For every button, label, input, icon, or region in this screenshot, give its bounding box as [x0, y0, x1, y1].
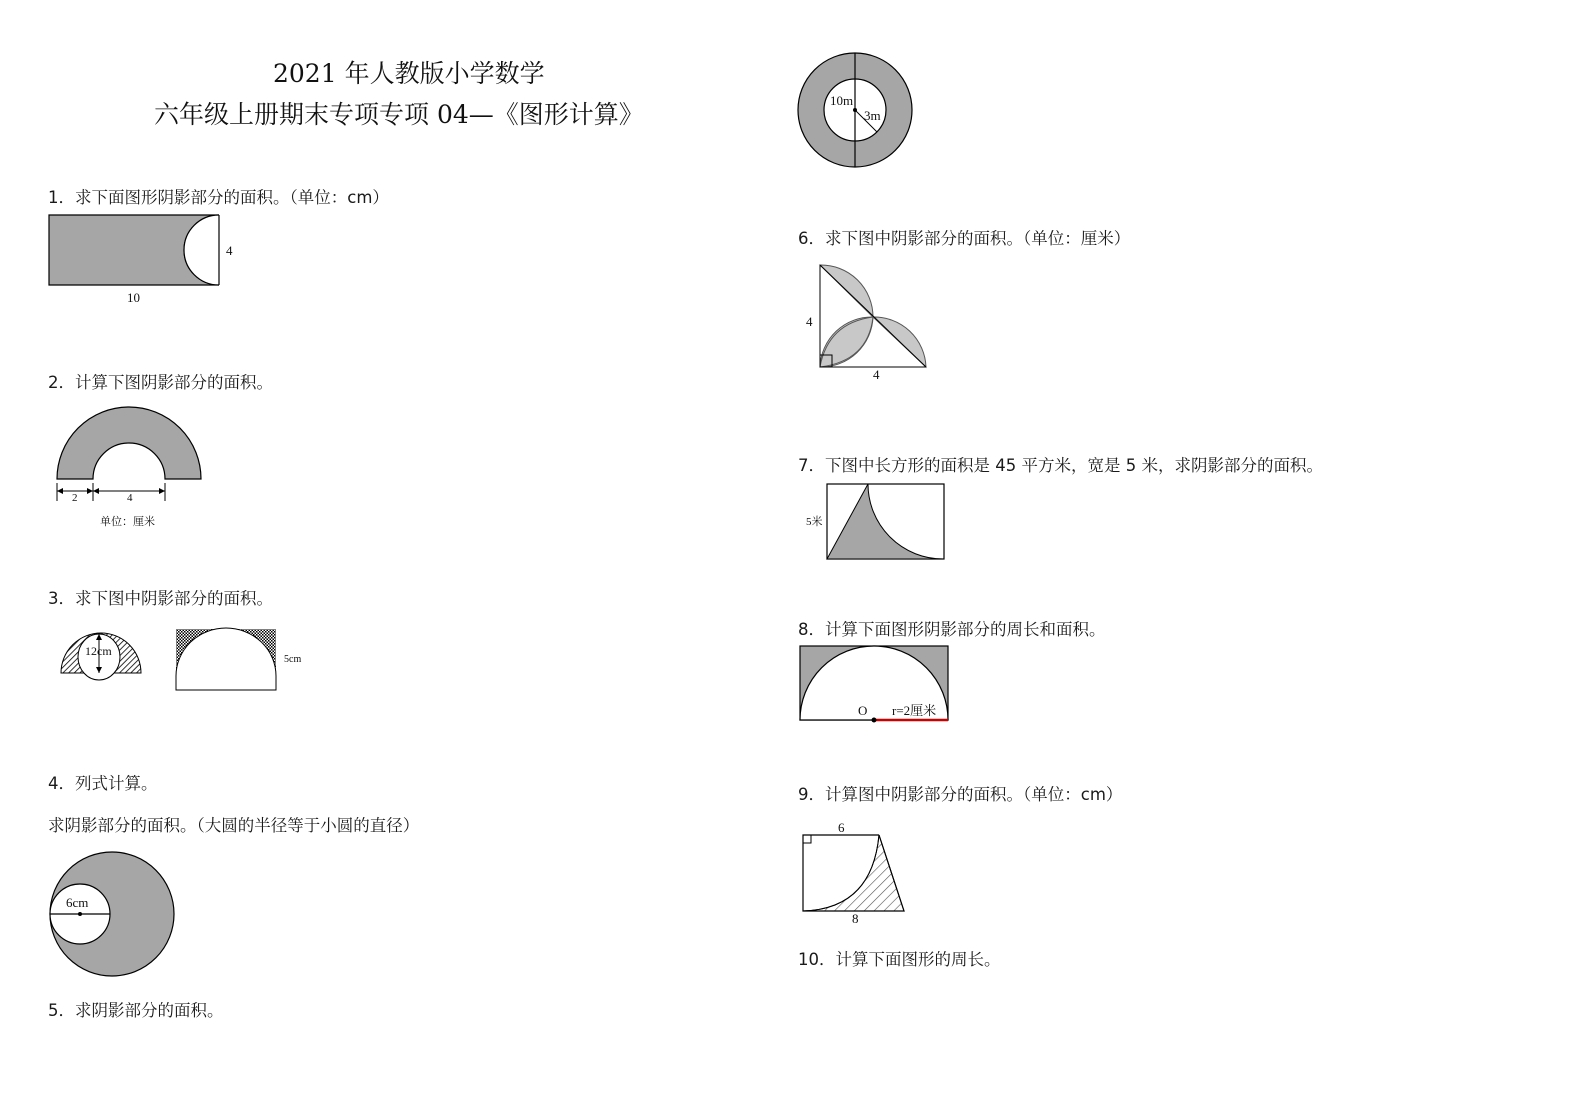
q5-outer-label: 10m — [830, 93, 854, 108]
q9-bottom-label: 8 — [852, 911, 859, 926]
q2-unit-label: 单位：厘米 — [100, 516, 155, 528]
q5-inner-label: 3m — [864, 108, 881, 123]
worksheet-title-line1: 2021 年人教版小学数学 — [273, 59, 545, 88]
q3-figure-right — [175, 628, 280, 693]
q9-top-label: 6 — [838, 820, 845, 835]
question-3-text: 3．求下图中阴影部分的面积。 — [48, 589, 273, 608]
question-4-subtext: 求阴影部分的面积。（大圆的半径等于小圆的直径） — [48, 816, 420, 835]
q2-ring-width-label: 2 — [72, 492, 78, 504]
q6-figure — [818, 263, 933, 373]
q7-width-label: 5米 — [806, 516, 823, 528]
q6-base-label: 4 — [873, 367, 880, 382]
question-8-text: 8．计算下面图形阴影部分的周长和面积。 — [798, 620, 1106, 639]
question-1-text: 1．求下面图形阴影部分的面积。（单位：cm） — [48, 188, 389, 207]
question-5-text: 5．求阴影部分的面积。 — [48, 1001, 224, 1020]
q7-figure — [826, 483, 946, 561]
question-10-text: 10．计算下面图形的周长。 — [798, 950, 1001, 969]
q5-figure — [797, 52, 915, 170]
question-4-text: 4．列式计算。 — [48, 774, 158, 793]
question-9-text: 9．计算图中阴影部分的面积。（单位：cm） — [798, 785, 1123, 804]
question-2-text: 2．计算下图阴影部分的面积。 — [48, 373, 273, 392]
q8-center-label: O — [858, 703, 868, 718]
q4-figure — [48, 850, 178, 980]
question-7-text: 7．下图中长方形的面积是 45 平方米，宽是 5 米，求阴影部分的面积。 — [798, 456, 1323, 475]
q8-radius-label: r=2厘米 — [892, 703, 937, 718]
q6-height-label: 4 — [806, 314, 813, 329]
q1-width-label: 10 — [127, 290, 140, 305]
q1-height-label: 4 — [226, 243, 233, 258]
q2-figure — [55, 405, 205, 525]
q3-side-label: 5cm — [284, 654, 302, 665]
q9-figure — [802, 834, 907, 914]
q3-diameter-label: 12cm — [85, 644, 112, 658]
q4-diameter-label: 6cm — [66, 895, 89, 910]
q2-inner-diameter-label: 4 — [127, 492, 133, 504]
worksheet-title-line2: 六年级上册期末专项专项 04—《图形计算》 — [154, 100, 644, 129]
question-6-text: 6．求下图中阴影部分的面积。（单位：厘米） — [798, 229, 1131, 248]
